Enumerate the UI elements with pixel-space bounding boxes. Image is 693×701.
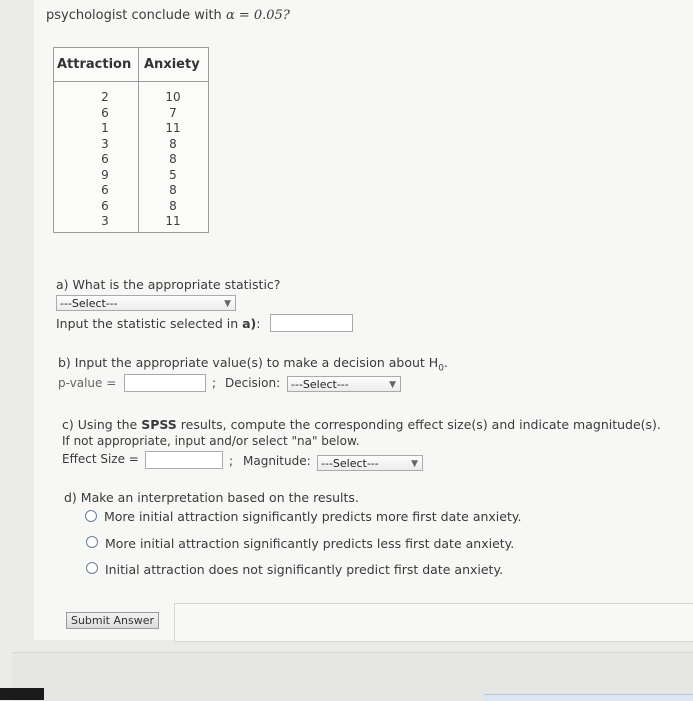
part-a-question: a) What is the appropriate statistic? <box>56 277 281 292</box>
part-d-question: d) Make an interpretation based on the results. <box>64 490 359 505</box>
table-cell: 3 <box>101 136 109 151</box>
anxiety-column <box>158 90 188 230</box>
table-cell: 10 <box>165 90 181 104</box>
radio-option-2[interactable] <box>86 536 98 548</box>
question-prompt: psychologist conclude with α = 0.05? <box>46 8 290 23</box>
option-label: More initial attraction significantly predicts more first date anxiety. <box>104 509 522 524</box>
data-table <box>53 47 209 233</box>
magnitude-label: Magnitude: <box>243 454 311 468</box>
table-cell: 8 <box>169 183 177 197</box>
table-cell: 9 <box>101 167 109 182</box>
table-cell: 6 <box>101 198 109 213</box>
decision-label: Decision: <box>225 376 281 390</box>
effect-size-label: Effect Size = <box>62 452 139 466</box>
statistic-input[interactable] <box>270 314 353 332</box>
table-cell: 8 <box>169 152 177 166</box>
statistic-select[interactable]: ---Select--- ▼ <box>56 295 236 311</box>
chevron-down-icon: ▼ <box>389 380 396 390</box>
table-cell: 6 <box>101 105 109 120</box>
option-label: More initial attraction significantly predicts less first date anxiety. <box>105 536 515 551</box>
table-cell: 11 <box>165 121 181 135</box>
radio-option-3[interactable] <box>86 562 98 574</box>
effect-size-input[interactable] <box>145 451 223 469</box>
part-c-instruction: If not appropriate, input and/or select "na" below. <box>62 434 360 448</box>
attraction-column <box>90 90 120 230</box>
screen-edge <box>0 688 44 700</box>
submit-answer-button[interactable]: Submit Answer <box>66 612 159 629</box>
chevron-down-icon: ▼ <box>224 299 231 309</box>
answer-area <box>174 603 693 642</box>
radio-option-1[interactable] <box>85 510 97 522</box>
column-header-anxiety: Anxiety <box>144 57 200 72</box>
table-cell: 5 <box>169 167 177 182</box>
table-cell: 7 <box>169 105 177 120</box>
table-cell: 6 <box>101 152 109 166</box>
table-cell: 11 <box>165 214 181 228</box>
separator: ; <box>229 454 234 468</box>
option-label: Initial attraction does not significantly predict first date anxiety. <box>105 562 504 577</box>
part-a-input-label: Input the statistic selected in a): <box>56 316 261 331</box>
separator: ; <box>212 376 217 390</box>
part-b-question: b) Input the appropriate value(s) to make a decision about $H_0$. <box>58 355 448 374</box>
p-value-label: p-value = <box>58 376 117 390</box>
table-cell: 6 <box>101 183 109 197</box>
chevron-down-icon: ▼ <box>411 459 418 469</box>
table-cell: 1 <box>101 121 109 135</box>
decision-select[interactable]: ---Select--- ▼ <box>287 376 401 392</box>
table-cell: 8 <box>169 136 177 151</box>
p-value-input[interactable] <box>124 374 206 392</box>
table-cell: 3 <box>101 214 109 228</box>
column-header-attraction: Attraction <box>57 57 132 72</box>
table-cell: 2 <box>101 90 109 104</box>
table-cell: 8 <box>169 198 177 213</box>
magnitude-select[interactable]: ---Select--- ▼ <box>317 455 423 471</box>
part-c-question: c) Using the SPSS results, compute the corresponding effect size(s) and indicate magnitude(s). <box>62 417 661 432</box>
